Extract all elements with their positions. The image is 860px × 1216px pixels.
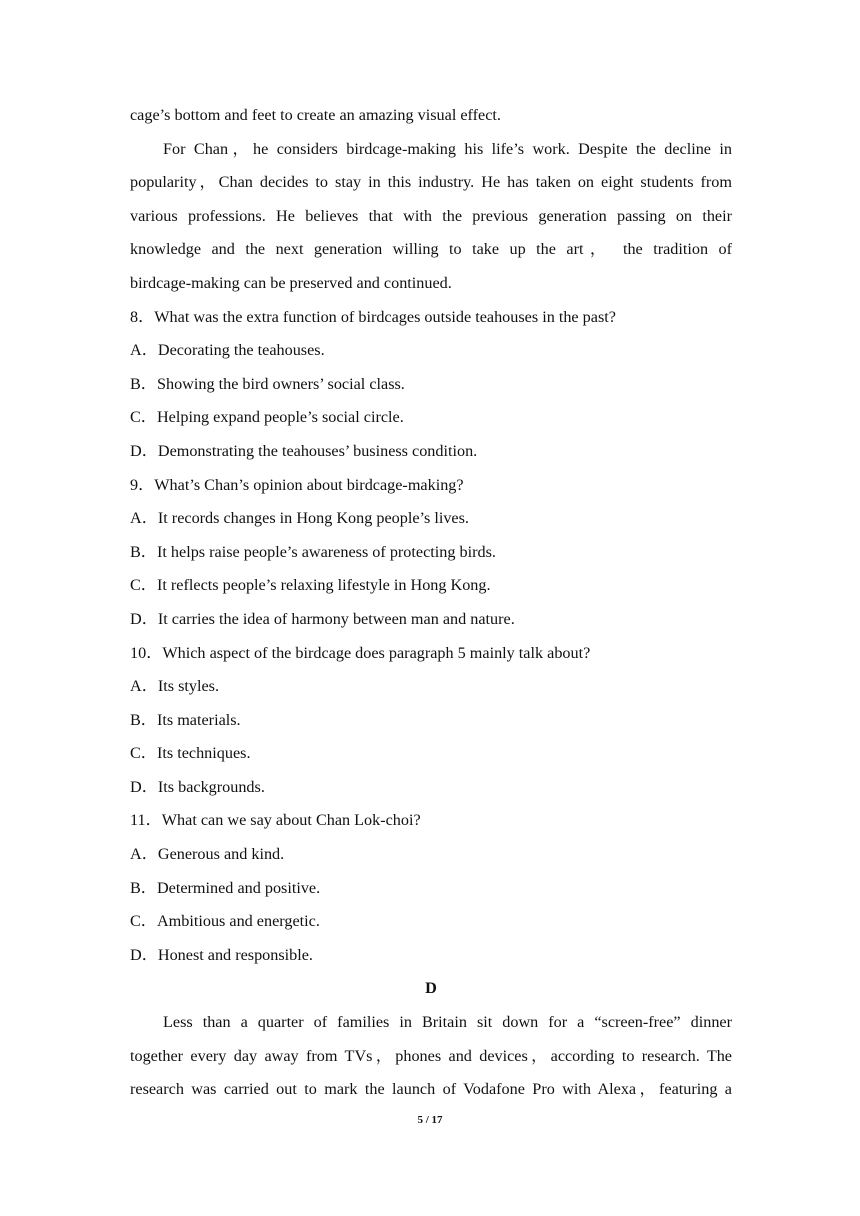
option-c: C．Its techniques. bbox=[130, 744, 251, 763]
option-a: A．Decorating the teahouses. bbox=[130, 341, 325, 360]
page-number: 5 / 17 bbox=[417, 1114, 443, 1126]
question-11 bbox=[130, 804, 732, 972]
paragraph-section-d bbox=[130, 1006, 732, 1107]
option-d: D．Demonstrating the teahouses’ business condition. bbox=[130, 441, 478, 460]
question-stem: 11．What can we say about Chan Lok-choi? bbox=[130, 811, 421, 830]
option-a: A．Its styles. bbox=[130, 677, 220, 696]
option-c: C．Ambitious and energetic. bbox=[130, 912, 320, 931]
question-9 bbox=[130, 469, 732, 637]
question-10 bbox=[130, 637, 732, 805]
option-b: B．Determined and positive. bbox=[130, 878, 321, 897]
section-heading: D bbox=[425, 979, 437, 998]
paragraph-line: popularity，Chan decides to stay in this industry. He has taken on eight students from bbox=[130, 173, 732, 192]
question-stem: 8．What was the extra function of birdcages outside teahouses in the past? bbox=[130, 307, 616, 326]
paragraph-line: knowledge and the next generation willing to take up the art， the tradition of bbox=[130, 240, 732, 259]
option-d: D．Its backgrounds. bbox=[130, 777, 265, 796]
paragraph-line: research was carried out to mark the launch of Vodafone Pro with Alexa，featuring a bbox=[130, 1080, 732, 1099]
page-content bbox=[130, 99, 732, 1107]
option-b: B．It helps raise people’s awareness of protecting birds. bbox=[130, 542, 496, 561]
option-a: A．It records changes in Hong Kong people’s lives. bbox=[130, 509, 469, 528]
option-b: B．Its materials. bbox=[130, 710, 241, 729]
option-d: D．Honest and responsible. bbox=[130, 945, 313, 964]
question-stem: 10．Which aspect of the birdcage does paragraph 5 mainly talk about? bbox=[130, 643, 591, 662]
option-c: C．It reflects people’s relaxing lifestyle in Hong Kong. bbox=[130, 576, 491, 595]
question-8 bbox=[130, 301, 732, 469]
paragraph-line: birdcage-making can be preserved and continued. bbox=[130, 273, 452, 292]
option-d: D．It carries the idea of harmony between man and nature. bbox=[130, 609, 515, 628]
paragraph-chan bbox=[130, 133, 732, 301]
paragraph-line: various professions. He believes that with the previous generation passing on their bbox=[130, 206, 732, 225]
paragraph-continuation: cage’s bottom and feet to create an amazing visual effect. bbox=[130, 106, 501, 124]
paragraph-line: For Chan，he considers birdcage-making his life’s work. Despite the decline in bbox=[163, 139, 732, 158]
paragraph-line: together every day away from TVs，phones and devices，according to research. The bbox=[130, 1046, 732, 1065]
option-c: C．Helping expand people’s social circle. bbox=[130, 408, 404, 427]
paragraph-line: Less than a quarter of families in Britain sit down for a “screen-free” dinner bbox=[163, 1013, 732, 1032]
question-stem: 9．What’s Chan’s opinion about birdcage-making? bbox=[130, 475, 464, 494]
option-b: B．Showing the bird owners’ social class. bbox=[130, 374, 405, 393]
option-a: A．Generous and kind. bbox=[130, 845, 285, 864]
